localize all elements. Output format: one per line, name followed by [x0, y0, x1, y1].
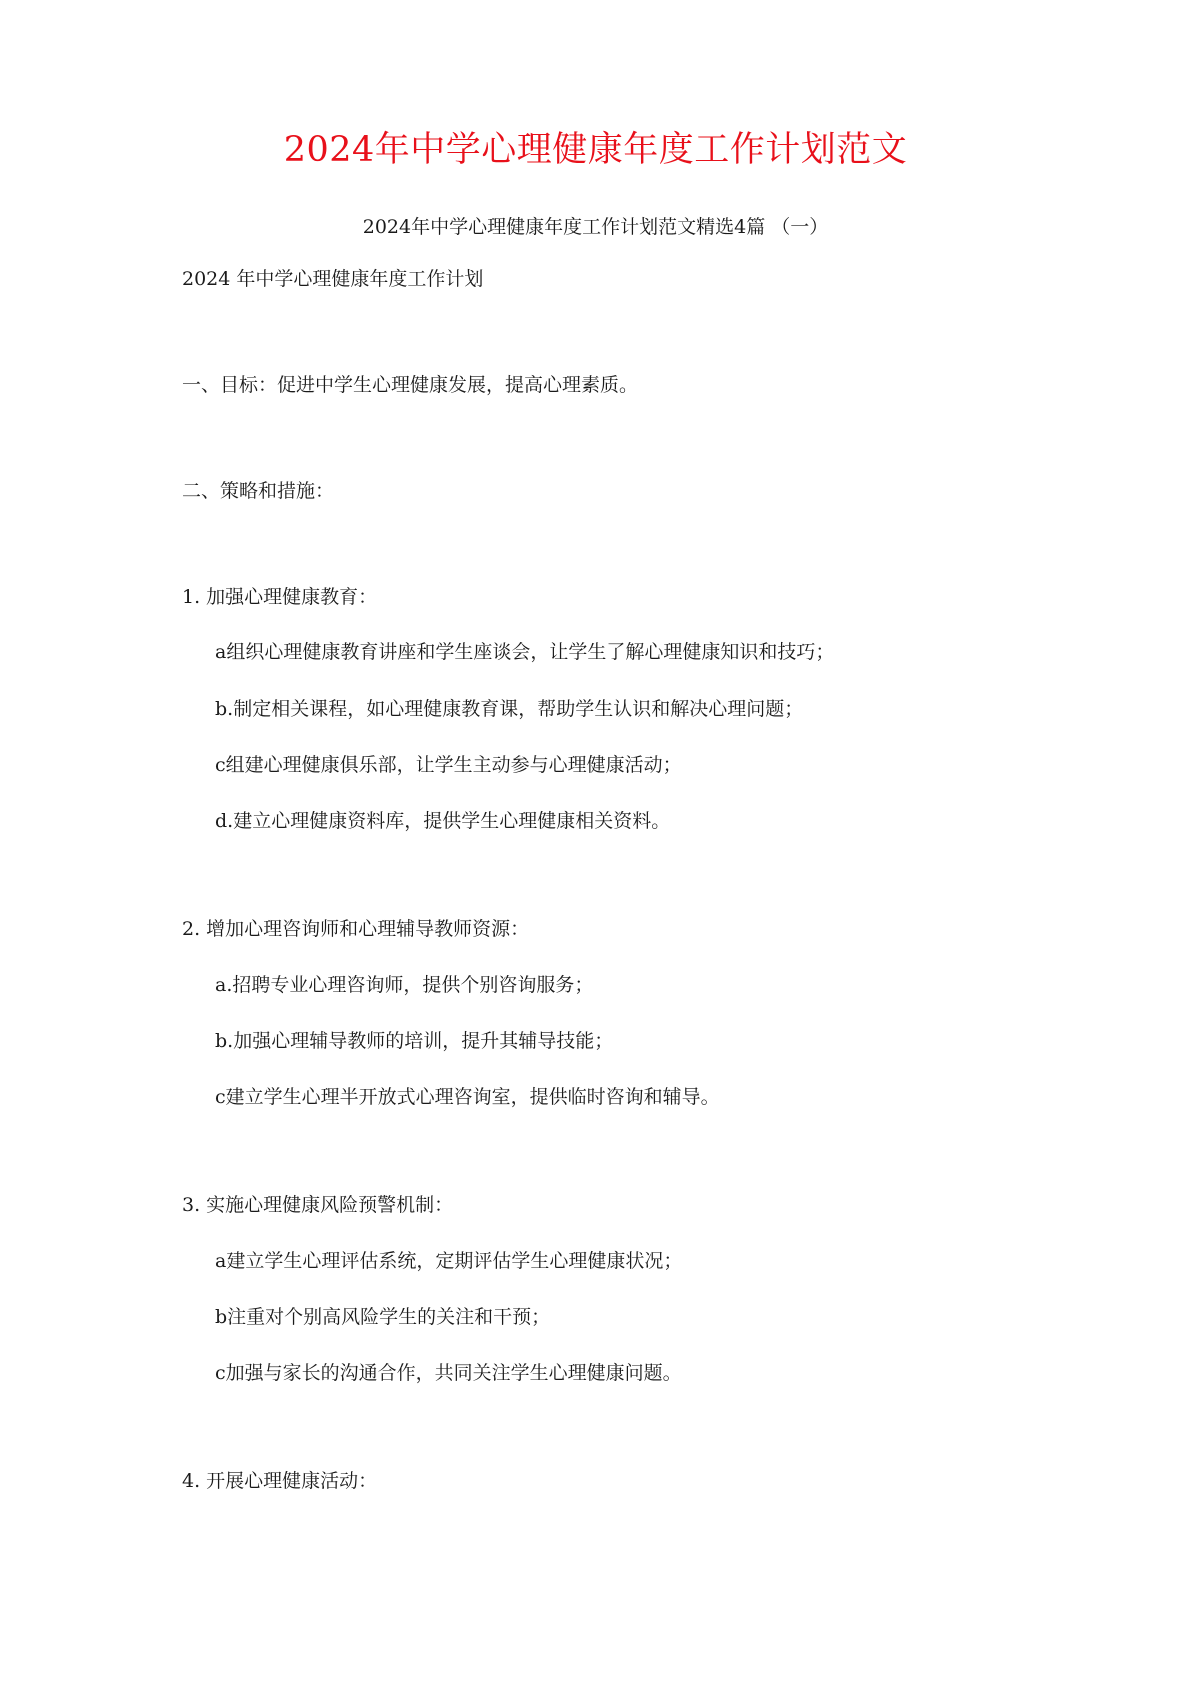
section-heading-1: 1. 加强心理健康教育： [182, 586, 378, 608]
strategy-heading: 二、策略和措施： [182, 480, 335, 502]
list-item: a建立学生心理评估系统，定期评估学生心理健康状况； [215, 1250, 683, 1272]
section-heading-2: 2. 增加心理咨询师和心理辅导教师资源： [182, 918, 530, 940]
document-subtitle: 2024年中学心理健康年度工作计划范文精选4篇 （一） [362, 216, 829, 238]
goal-paragraph: 一、目标：促进中学生心理健康发展，提高心理素质。 [182, 374, 639, 396]
list-item: c组建心理健康俱乐部，让学生主动参与心理健康活动； [215, 754, 682, 776]
list-item: a.招聘专业心理咨询师，提供个别咨询服务； [215, 974, 594, 996]
list-item: b.加强心理辅导教师的培训，提升其辅导技能； [215, 1030, 614, 1052]
document-title: 2024年中学心理健康年度工作计划范文 [283, 130, 908, 170]
list-item: d.建立心理健康资料库，提供学生心理健康相关资料。 [215, 810, 671, 832]
section-heading-3: 3. 实施心理健康风险预警机制： [182, 1194, 454, 1216]
section-heading-4: 4. 开展心理健康活动： [182, 1470, 378, 1492]
list-item: c建立学生心理半开放式心理咨询室，提供临时咨询和辅导。 [215, 1086, 720, 1108]
list-item: a组织心理健康教育讲座和学生座谈会，让学生了解心理健康知识和技巧； [215, 641, 835, 663]
list-item: b注重对个别高风险学生的关注和干预； [215, 1306, 551, 1328]
list-item: c加强与家长的沟通合作，共同关注学生心理健康问题。 [215, 1362, 682, 1384]
list-item: b.制定相关课程，如心理健康教育课，帮助学生认识和解决心理问题； [215, 698, 804, 720]
plan-heading: 2024 年中学心理健康年度工作计划 [182, 268, 484, 290]
